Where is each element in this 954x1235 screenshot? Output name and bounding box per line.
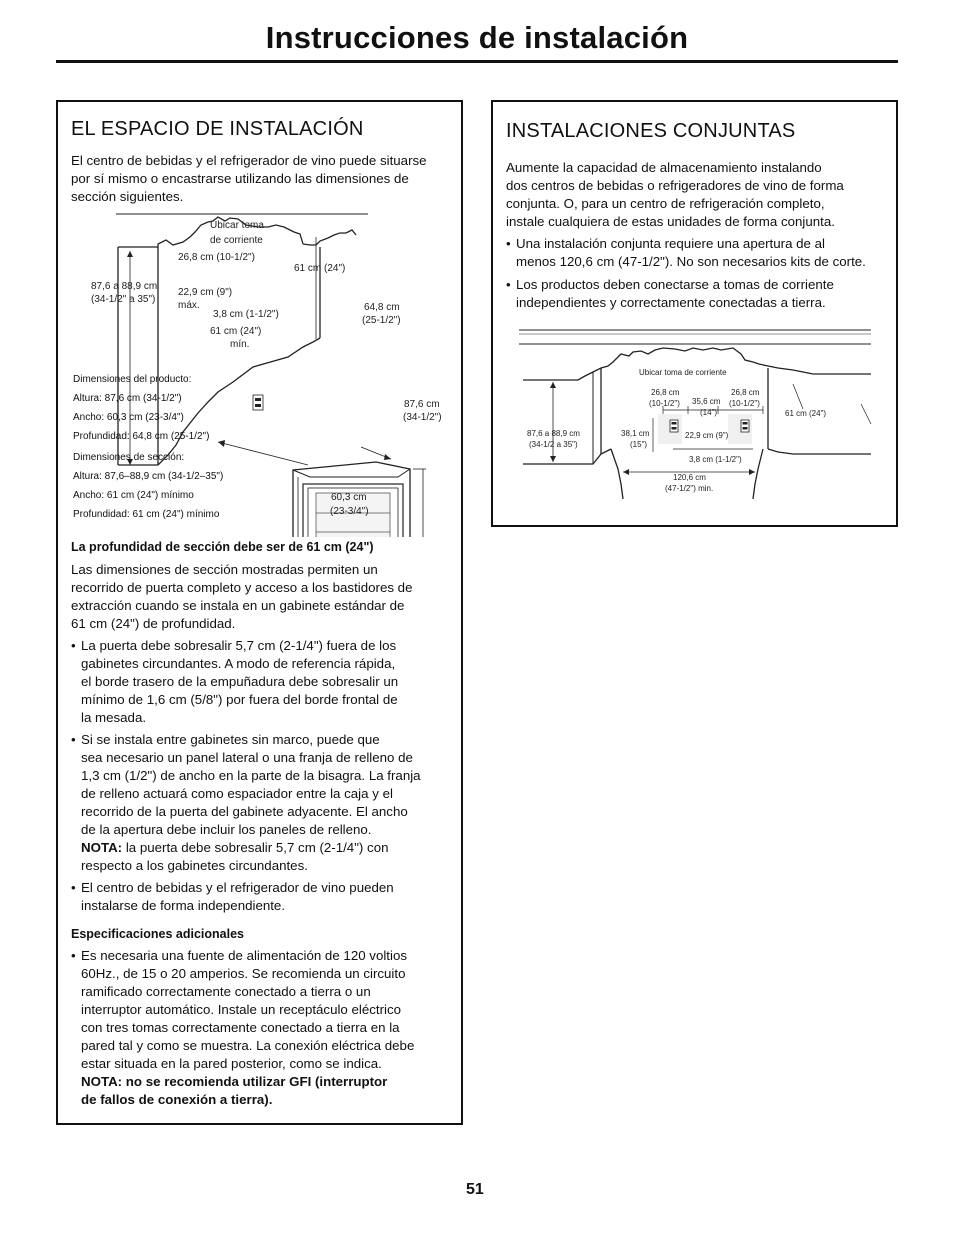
dim-61: 61 cm (24") [785,409,827,418]
spec-line: Dimensiones del producto: [73,374,192,385]
dim-26-8: 26,8 cm (10-1/2") [178,252,255,263]
dim-22-9: 22,9 cm (9") [178,287,233,298]
dim-120-6-1: 120,6 cm [673,473,706,482]
dim-60-3-2: (23-3/4") [330,506,369,517]
gfi-note: NOTA: no se recomienda utilizar GFI (interruptor [81,1074,388,1089]
combined-installations-panel [491,100,898,527]
text-line: respecto a los gabinetes circundantes. [81,858,308,873]
text-line: ramificado correctamente conectado a tierra o un [81,984,371,999]
dim-26-8-a-2: (10-1/2") [649,399,680,408]
dim-26-8-b-2: (10-1/2") [729,399,760,408]
text-line: Es necesaria una fuente de alimentación de 120 voltios [81,948,407,963]
title-rule [56,60,898,63]
spec-line: Profundidad: 61 cm (24") mínimo [73,509,220,520]
spec-line: Altura: 87,6 cm (34-1/2") [73,393,182,404]
text-line: con tres tomas correctamente conectado a tierra en la [81,1020,400,1035]
dim-38-1-2: (15") [630,440,648,449]
dim-height-1: 87,6 a 88,9 cm [91,281,158,292]
installation-space-panel [56,100,463,1125]
note-label: NOTA: [81,840,123,855]
text-line: gabinetes circundantes. A modo de referencia rápida, [81,656,396,671]
combined-installation-diagram [493,324,896,514]
text-line: mínimo de 1,6 cm (5/8") por fuera del borde frontal de [81,692,398,707]
depth-heading: La profundidad de sección debe ser de 61 cm (24") [71,540,374,554]
outlet-icon [253,395,263,410]
text-line: 61 cm (24") de profundidad. [71,616,236,631]
dim-35-6-2: (14") [700,408,718,417]
text-line: 1,3 cm (1/2") de ancho en la parte de la bisagra. La franja [81,768,421,783]
spec-line: Profundidad: 64,8 cm (25-1/2") [73,431,210,442]
spec-line: Ancho: 61 cm (24") mínimo [73,490,194,501]
bullet-opening-width [506,235,866,271]
outlet-icon [670,420,678,432]
text-line: Las dimensiones de sección mostradas permiten un [71,562,378,577]
text-line: dos centros de bebidas o refrigeradores de vino de forma [506,178,844,193]
text-line: independientes y correctamente conectadas a tierra. [516,295,826,310]
intro-line: sección siguientes. [71,189,184,204]
dim-87-6-1: 87,6 cm [404,399,440,410]
cutout-dimensions [73,448,223,524]
bullet-separate-outlets [506,276,834,312]
outlet-label-2: de corriente [210,235,263,246]
dim-35-6-1: 35,6 cm [692,397,721,406]
spec-line: Dimensiones de sección: [73,452,185,463]
text-line: el borde trasero de la empuñadura debe sobresalir un [81,674,399,689]
spec-line: Ancho: 60,3 cm (23-3/4") [73,412,184,423]
text-line: Si se instala entre gabinetes sin marco, puede que [81,732,380,747]
dim-height-2: (34-1/2 a 35") [529,440,578,449]
text-line: de la apertura debe incluir los paneles de relleno. [81,822,372,837]
text-line: menos 120,6 cm (47-1/2"). No son necesarios kits de corte. [516,254,866,269]
dim-height-2: (34-1/2" a 35") [91,294,156,305]
outlet-label-1: Ubicar toma [210,220,264,231]
outlet-icon [741,420,749,432]
text-line: recorrido de puerta completo y acceso a los bastidores de [71,580,413,595]
bullet-frameless-cabinets [71,731,421,875]
text-line: instalarse de forma independiente. [81,898,286,913]
outlet-label: Ubicar toma de corriente [639,368,727,377]
spec-heading: Especificaciones adicionales [71,927,244,941]
dim-22-9: 22,9 cm (9") [685,431,729,440]
text-line: El centro de bebidas y el refrigerador de vino pueden [81,880,394,895]
dim-64-8-1: 64,8 cm [364,302,400,313]
dim-26-8-b-1: 26,8 cm [731,388,760,397]
text-line: sea necesario un panel lateral o una franja de relleno de [81,750,413,765]
bullet-independent [71,879,394,915]
dim-3-8: 3,8 cm (1-1/2") [213,309,279,320]
depth-text [71,561,412,633]
text-line: Una instalación conjunta requiere una apertura de al [516,236,825,251]
dim-38-1-1: 38,1 cm [621,429,650,438]
text-line: interruptor automático. Instale un receptáculo eléctrico [81,1002,402,1017]
text-line: pared tal y como se muestra. La conexión eléctrica debe [81,1038,415,1053]
text-line: de relleno actuará como espaciador entre la caja y el [81,786,393,801]
bullet-power-supply [71,947,414,1109]
installation-space-heading: EL ESPACIO DE INSTALACIÓN [71,118,364,140]
gfi-note: de fallos de conexión a tierra). [81,1092,273,1107]
text-line: conjunta. O, para un centro de refrigeración completo, [506,196,825,211]
installation-space-intro [71,152,427,206]
spec-line: Altura: 87,6–88,9 cm (34-1/2–35") [73,471,224,482]
dim-61-top: 61 cm (24") [294,263,346,274]
dim-64-8-2: (25-1/2") [362,315,401,326]
text-line: extracción cuando se instala en un gabinete estándar de [71,598,405,613]
dim-3-8: 3,8 cm (1-1/2") [689,455,742,464]
combined-intro [506,159,844,231]
product-dimensions [73,370,209,446]
dim-60-3-1: 60,3 cm [331,492,367,503]
intro-line: El centro de bebidas y el refrigerador de vino puede situarse [71,153,427,168]
dim-87-6-2: (34-1/2") [403,412,442,423]
dim-height-1: 87,6 a 88,9 cm [527,429,580,438]
text-line: instale cualquiera de estas unidades de forma conjunta. [506,214,835,229]
page-number: 51 [466,1181,484,1198]
text-line: la puerta debe sobresalir 5,7 cm (2-1/4") con [122,840,389,855]
text-line: Los productos deben conectarse a tomas de corriente [516,277,834,292]
dim-26-8-a-1: 26,8 cm [651,388,680,397]
text-line: estar situada en la pared posterior, como se indica. [81,1056,382,1071]
page-title: Instrucciones de instalación [265,20,689,55]
text-line: la mesada. [81,710,147,725]
dim-max: máx. [178,300,200,311]
bullet-door-protrusion [71,637,398,727]
dim-120-6-2: (47-1/2") min. [665,484,714,493]
text-line: recorrido de la puerta del gabinete adyacente. El ancho [81,804,408,819]
dim-61-min-1: 61 cm (24") [210,326,262,337]
text-line: La puerta debe sobresalir 5,7 cm (2-1/4") fuera de los [81,638,397,653]
combined-installations-heading: INSTALACIONES CONJUNTAS [506,120,796,142]
text-line: Aumente la capacidad de almacenamiento instalando [506,160,822,175]
dim-61-min-2: mín. [230,339,250,350]
intro-line: por sí mismo o encastrarse utilizando las dimensiones de [71,171,409,186]
text-line: 60Hz., de 15 o 20 amperios. Se recomienda un circuito [81,966,406,981]
